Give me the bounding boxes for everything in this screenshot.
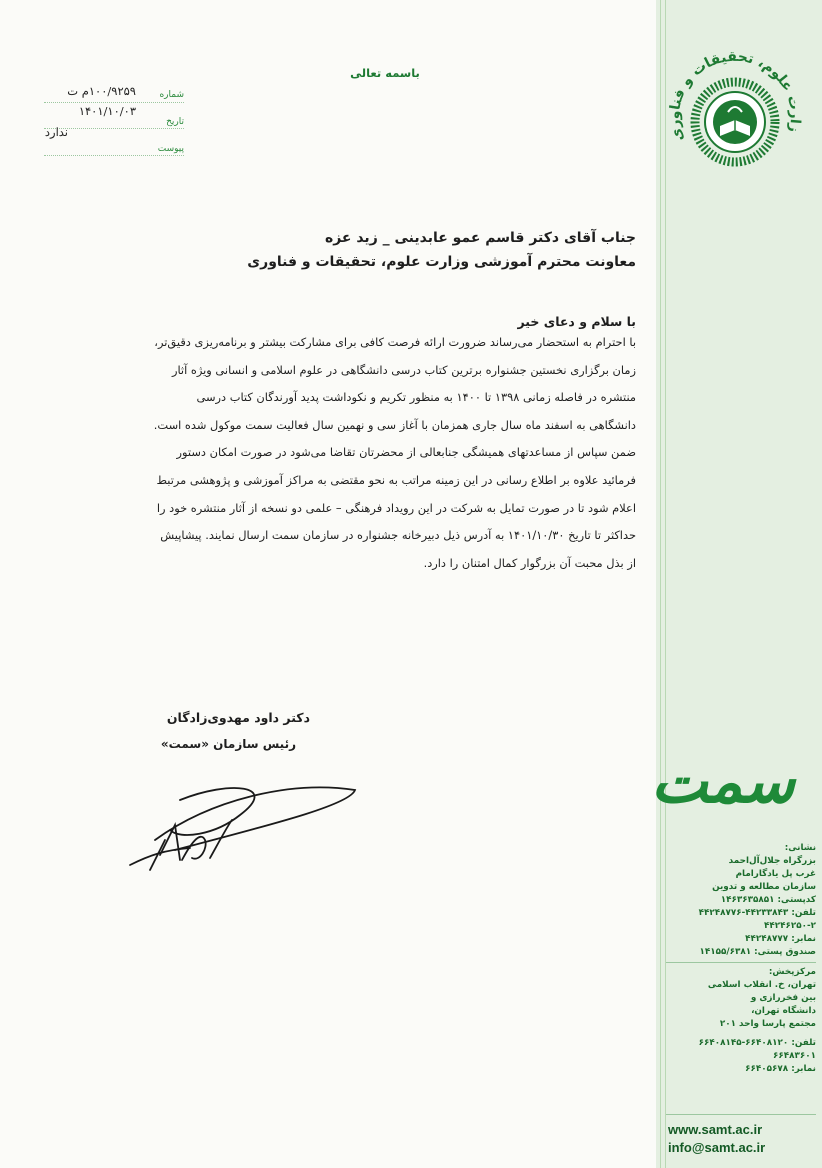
phone-line: ۴۴۲۴۶۲۵۰-۲	[764, 921, 816, 931]
letter-body	[36, 230, 636, 577]
center-label: مرکزپخش:	[768, 967, 816, 977]
postal-code: کدپستی: ۱۴۶۳۶۳۵۸۵۱	[720, 895, 816, 905]
signer-name: دکتر داود مهدوی‌زادگان	[166, 710, 310, 725]
paragraph-line: اعلام شود تا در صورت تمایل به شرکت در این رویداد فرهنگی – علمی دو نسخه از آثار منتشره خود را	[156, 500, 636, 515]
attachment-label: پیوست	[157, 144, 184, 154]
paragraph-line: ضمن سپاس از مساعدتهای همیشگی جنابعالی از محضرتان تقاضا می‌شود در صورت امکان دستور	[176, 445, 636, 460]
contact-divider	[666, 962, 816, 963]
letter-metadata	[44, 82, 184, 162]
address-line: غرب پل یادگارامام	[735, 869, 816, 879]
paragraph-1	[36, 329, 636, 439]
contact-info	[666, 842, 816, 1076]
paragraph-line: منتشره در فاصله زمانی ۱۳۹۸ تا ۱۴۰۰ به منظور تکریم و نکوداشت پدید آورندگان کتاب درسی	[196, 390, 636, 405]
center-line: تهران، خ. انقلاب اسلامی	[707, 980, 816, 990]
ministry-logo	[660, 40, 810, 190]
attachment-value: ندارد	[44, 125, 68, 139]
address-label: نشانی:	[784, 843, 816, 853]
center-line: مجتمع پارسا واحد ۲۰۱	[719, 1019, 816, 1029]
paragraph-line: حداکثر تا تاریخ ۱۴۰۱/۱۰/۳۰ به آدرس ذیل دبیرخانه جشنواره در سازمان سمت ارسال نمایند. پیشاپیش	[160, 528, 636, 543]
paragraph-line: از بذل محبت آن بزرگوار کمال امتنان را دارد.	[423, 555, 636, 570]
center-phone: ۶۶۴۸۳۶۰۱	[773, 1051, 816, 1061]
email-link[interactable]: info@samt.ac.ir	[668, 1140, 766, 1155]
number-value: ۱۰۰/۹۲۵۹م ت	[67, 84, 136, 98]
paragraph-2	[36, 439, 636, 577]
greeting: با سلام و دعای خیر	[517, 314, 636, 329]
website-link[interactable]: www.samt.ac.ir	[668, 1122, 763, 1137]
paragraph-line: فرمائید علاوه بر اطلاع رسانی در این زمینه مراتب به نحو مقتضی به مراکز آموزشی و پژوهشی مرتبط	[156, 472, 636, 487]
phone-line: تلفن: ۴۴۲۳۳۸۴۳-۴۴۲۴۸۷۷۶	[698, 908, 816, 918]
fax: نمابر: ۴۴۲۴۸۷۷۷	[745, 934, 816, 944]
paragraph-line: با احترام به استحضار می‌رساند ضرورت ارائه فرصت کافی برای مشارکت بیشتر و برنامه‌ریزی دقیق‌تر،	[154, 335, 636, 349]
handwritten-signature	[120, 770, 370, 880]
samt-brand-logo: سمت	[651, 747, 795, 817]
recipient-line-1: جناب آقای دکتر قاسم عمو عابدینی _ زید عزه	[324, 230, 636, 246]
center-fax: نمابر: ۶۶۴۰۵۶۷۸	[745, 1064, 816, 1074]
signature-block	[100, 710, 310, 751]
number-label: شماره	[159, 90, 184, 100]
address-line: سازمان مطالعه و تدوین	[712, 882, 816, 892]
recipient-line-2: معاونت محترم آموزشی وزارت علوم، تحقیقات و فناوری	[247, 254, 636, 270]
number-underline	[44, 102, 184, 103]
date-label: تاریخ	[166, 117, 184, 127]
paragraph-line: زمان برگزاری نخستین جشنواره برترین کتاب درسی دانشگاهی در علوم اسلامی و انسانی ویژه آثار	[171, 362, 636, 377]
po-box: صندوق پستی: ۱۴۱۵۵/۶۳۸۱	[699, 947, 816, 957]
signer-title: رئیس سازمان «سمت»	[160, 737, 296, 751]
date-value: ۱۴۰۱/۱۰/۰۳	[78, 104, 136, 118]
attachment-underline	[44, 155, 184, 156]
center-line: بین فخررازی و	[750, 993, 816, 1003]
paragraph-line: دانشگاهی به اسفند ماه سال جاری همزمان با آغاز سی و نهمین سال فعالیت سمت موکول شده است.	[153, 417, 636, 432]
web-divider	[666, 1114, 816, 1115]
logo-ring-text: زارت علوم، تحقیقات و فناوری	[666, 48, 804, 144]
center-line: دانشگاه تهران،	[751, 1006, 816, 1016]
center-phone: تلفن: ۶۶۴۰۸۱۲۰-۶۶۴۰۸۱۴۵	[698, 1038, 816, 1048]
address-line: بزرگراه جلال‌آل‌احمد	[728, 856, 816, 866]
basmala: باسمه تعالی	[350, 66, 420, 80]
